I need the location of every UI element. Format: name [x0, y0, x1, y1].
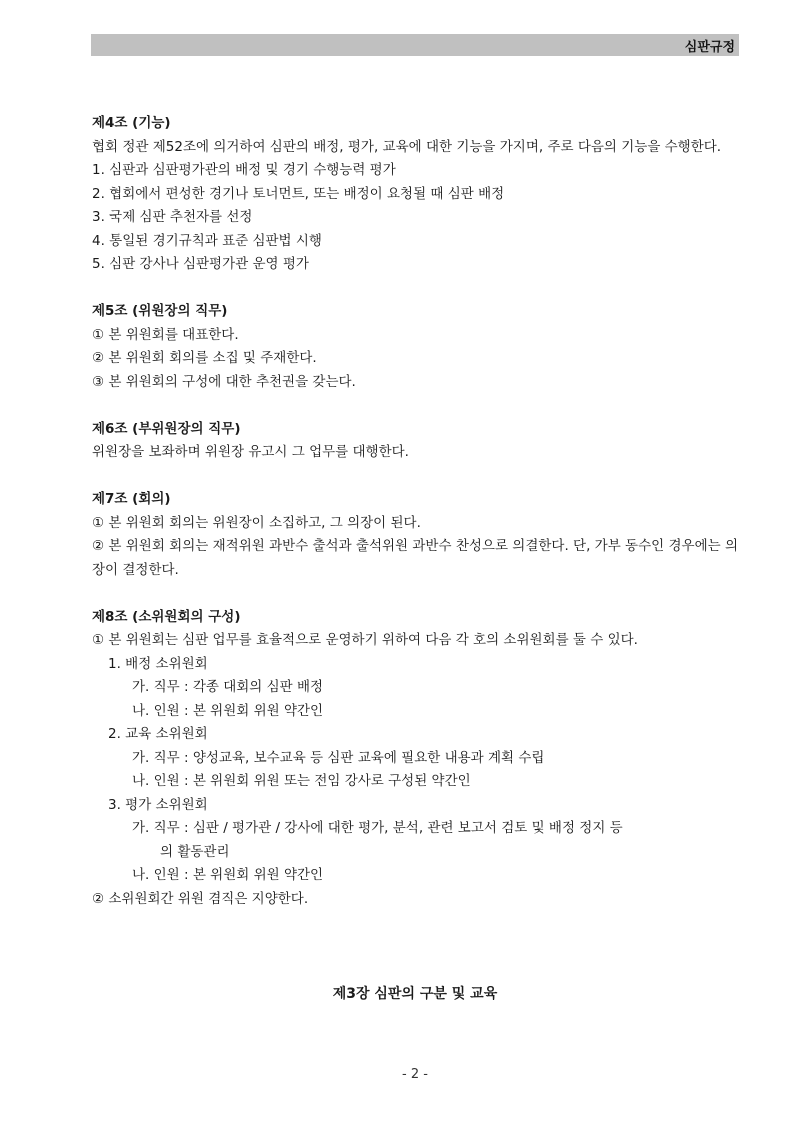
subcommittee-2-duty: 가. 직무 : 양성교육, 보수교육 등 심판 교육에 필요한 내용과 계획 수립	[132, 749, 545, 766]
subcommittee-1-duty: 가. 직무 : 각종 대회의 심판 배정	[132, 679, 324, 695]
subcommittee-1-members: 나. 인원 : 본 위원회 위원 약간인	[132, 702, 324, 719]
article-4-item-5: 5. 심판 강사나 심판평가관 운영 평가	[92, 256, 309, 272]
article-7-item-2: ② 본 위원회 회의는 재적위원 과반수 출석과 출석위원 과반수 찬성으로 의결한다. 단, 가부 동수인 경우에는 의장이 결정한다.	[92, 538, 738, 578]
article-4-paragraph: 협회 정관 제52조에 의거하여 심판의 배정, 평가, 교육에 대한 기능을 가지며, 주로 다음의 기능을 수행한다.	[92, 138, 722, 155]
article-8-intro: ① 본 위원회는 심판 업무를 효율적으로 운영하기 위하여 다음 각 호의 소위원회를 둘 수 있다.	[92, 632, 638, 648]
article-4-item-4: 4. 통일된 경기규칙과 표준 심판법 시행	[92, 232, 322, 249]
article-7-title: 제7조 (회의)	[92, 491, 171, 507]
subcommittee-1-title: 1. 배정 소위원회	[108, 655, 208, 672]
header-title: 심판규정	[684, 40, 735, 55]
article-4-item-2: 2. 협회에서 편성한 경기나 토너먼트, 또는 배정이 요청될 때 심판 배정	[92, 185, 505, 202]
article-7-item-1: ① 본 위원회 회의는 위원장이 소집하고, 그 의장이 된다.	[92, 514, 421, 531]
article-4-title: 제4조 (기능)	[92, 115, 171, 131]
header-bar	[91, 34, 739, 56]
article-4-item-3: 3. 국제 심판 추천자를 선정	[92, 209, 253, 225]
subcommittee-3-members: 나. 인원 : 본 위원회 위원 약간인	[132, 867, 324, 883]
article-6-paragraph: 위원장을 보좌하며 위원장 유고시 그 업무를 대행한다.	[92, 444, 409, 460]
article-5-item-1: ① 본 위원회를 대표한다.	[92, 326, 239, 343]
document-body	[92, 112, 738, 911]
article-5-item-2: ② 본 위원회 회의를 소집 및 주재한다.	[92, 350, 317, 366]
chapter-title: 제3장 심판의 구분 및 교육	[332, 986, 498, 1002]
subcommittee-3-title: 3. 평가 소위원회	[108, 796, 208, 813]
article-5-title: 제5조 (위원장의 직무)	[92, 303, 228, 319]
article-8-closing: ② 소위원회간 위원 겸직은 지양한다.	[92, 890, 309, 907]
subcommittee-3-duty-continued: 의 활동관리	[160, 843, 230, 860]
page-number: - 2 -	[402, 1067, 428, 1082]
subcommittee-2-members: 나. 인원 : 본 위원회 위원 또는 전임 강사로 구성된 약간인	[132, 773, 471, 789]
article-6-title: 제6조 (부위원장의 직무)	[92, 420, 241, 437]
article-8-title: 제8조 (소위원회의 구성)	[92, 608, 241, 625]
subcommittee-3-duty: 가. 직무 : 심판 / 평가관 / 강사에 대한 평가, 분석, 관련 보고서 검토 및 배정 정지 등	[132, 820, 623, 836]
article-4-item-1: 1. 심판과 심판평가관의 배정 및 경기 수행능력 평가	[92, 162, 396, 178]
article-5-item-3: ③ 본 위원회의 구성에 대한 추천권을 갖는다.	[92, 373, 356, 390]
subcommittee-2-title: 2. 교육 소위원회	[108, 726, 208, 742]
